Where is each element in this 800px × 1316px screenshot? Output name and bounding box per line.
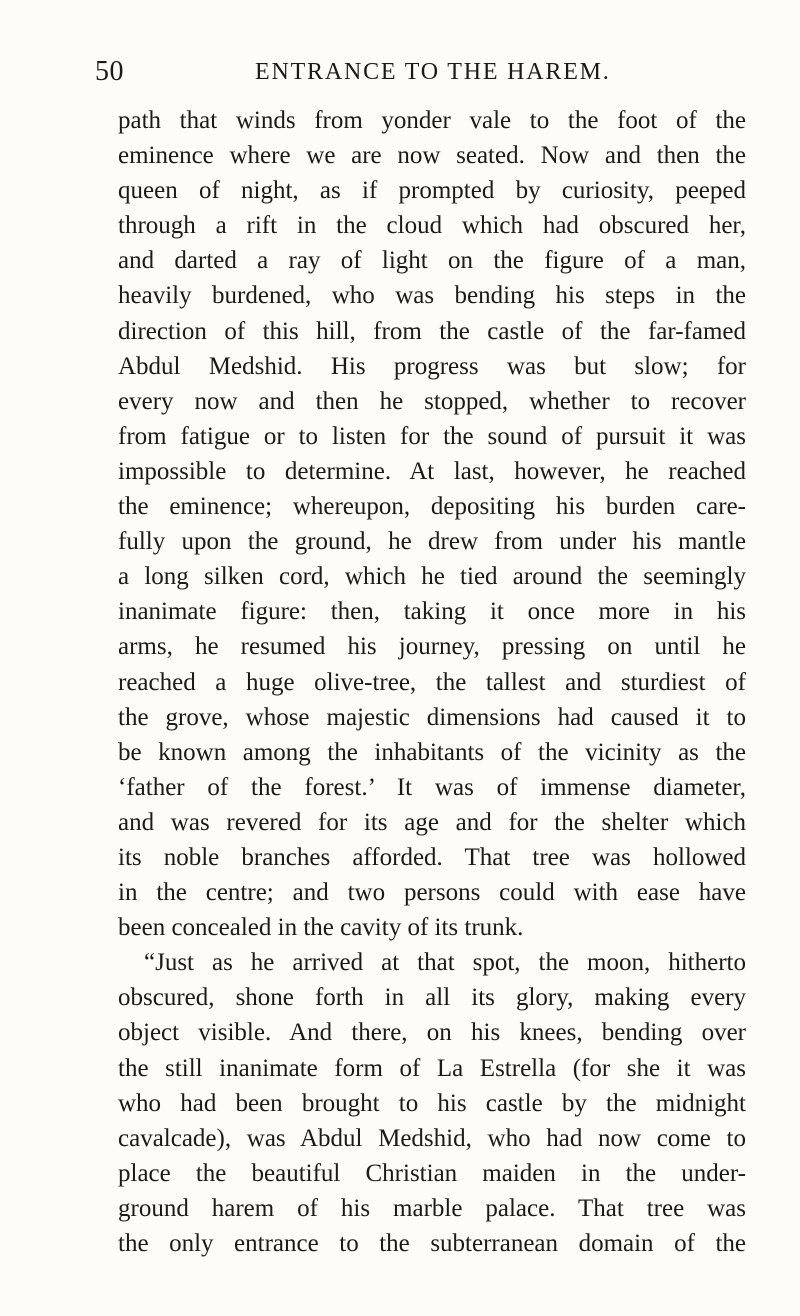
text-line: be known among the inhabitants of the vicinity as the xyxy=(118,738,746,766)
text-line: queen of night, as if prompted by curiosity, peeped xyxy=(118,177,746,205)
text-line: the grove, whose majestic dimensions had caused it to xyxy=(118,703,746,731)
text-line: eminence where we are now seated. Now and then the xyxy=(118,142,746,170)
text-line: heavily burdened, who was bending his steps in the xyxy=(118,282,746,310)
text-line: the eminence; whereupon, depositing his burden care- xyxy=(118,493,746,521)
text-line: ground harem of his marble palace. That tree was xyxy=(118,1194,746,1222)
body-text xyxy=(118,103,746,1261)
text-line: inanimate figure: then, taking it once more in his xyxy=(118,598,746,626)
text-line: through a rift in the cloud which had obscured her, xyxy=(118,212,746,240)
text-line: cavalcade), was Abdul Medshid, who had now come to xyxy=(118,1124,746,1152)
text-line: reached a huge olive-tree, the tallest and sturdiest of xyxy=(118,668,746,696)
text-line: its noble branches afforded. That tree was hollowed xyxy=(118,843,746,871)
paragraph-start-line: “Just as he arrived at that spot, the moon, hitherto xyxy=(144,949,746,977)
text-line: Abdul Medshid. His progress was but slow; for xyxy=(118,352,746,380)
text-line: obscured, shone forth in all its glory, making every xyxy=(118,984,746,1012)
text-line: fully upon the ground, he drew from under his mantle xyxy=(118,528,746,556)
text-line: arms, he resumed his journey, pressing on until he xyxy=(118,633,746,661)
paragraph-end-line: been concealed in the cavity of its trunk. xyxy=(118,914,524,942)
text-line: impossible to determine. At last, however, he reached xyxy=(118,457,746,485)
text-line: every now and then he stopped, whether to recover xyxy=(118,387,746,415)
text-line: path that winds from yonder vale to the foot of the xyxy=(118,107,746,134)
text-line: a long silken cord, which he tied around the seemingly xyxy=(118,563,746,591)
running-head: ENTRANCE TO THE HAREM. xyxy=(255,59,611,85)
text-line: place the beautiful Christian maiden in the under- xyxy=(118,1159,746,1187)
text-line: in the centre; and two persons could with ease have xyxy=(118,879,746,907)
page-number: 50 xyxy=(95,56,124,87)
text-line: object visible. And there, on his knees, bending over xyxy=(118,1019,746,1047)
text-line: ‘father of the forest.’ It was of immense diameter, xyxy=(118,773,746,801)
text-line: direction of this hill, from the castle of the far-famed xyxy=(118,317,746,345)
page-header xyxy=(95,52,735,92)
text-line: who had been brought to his castle by the midnight xyxy=(118,1089,746,1117)
text-line: and was revered for its age and for the shelter which xyxy=(118,808,746,836)
text-line: from fatigue or to listen for the sound of pursuit it was xyxy=(118,422,746,450)
text-line: the still inanimate form of La Estrella (for she it was xyxy=(118,1054,746,1082)
text-line: and darted a ray of light on the figure of a man, xyxy=(118,247,746,275)
text-line: the only entrance to the subterranean domain of the xyxy=(118,1230,746,1257)
